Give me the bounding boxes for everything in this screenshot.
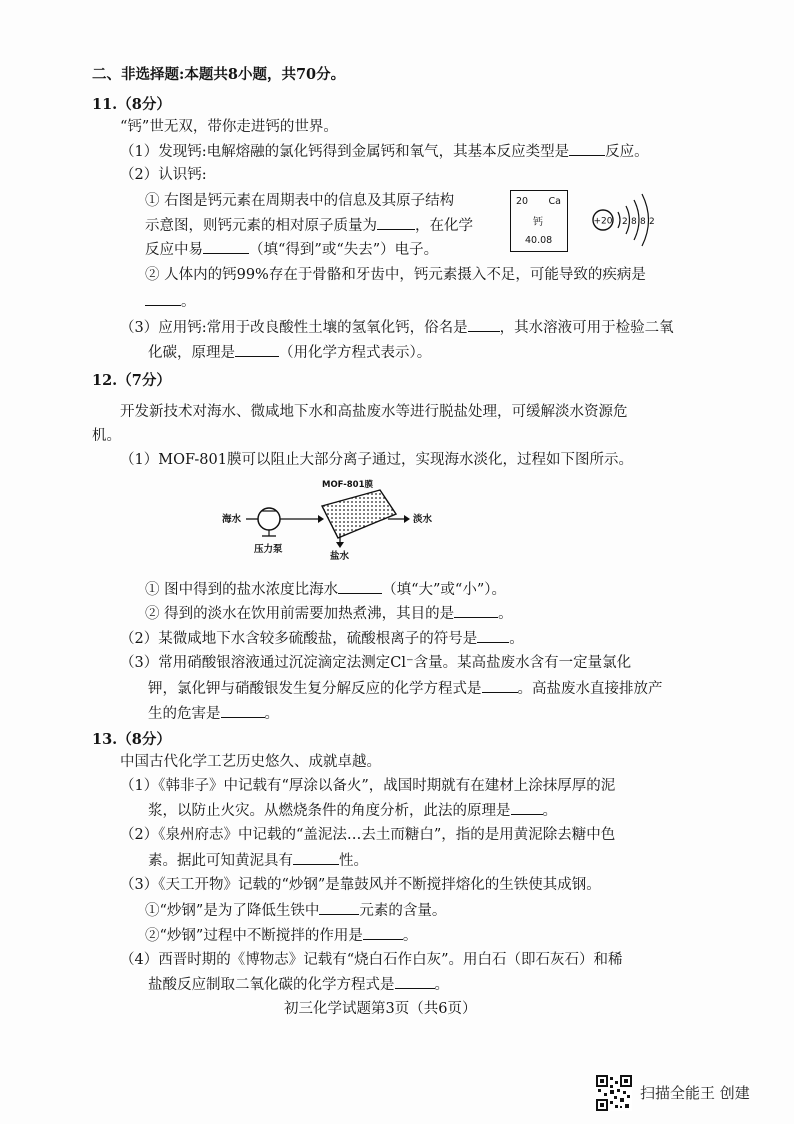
answer-blank[interactable] <box>221 704 265 718</box>
q11-intro: “钙”世无双，带你走进钙的世界。 <box>120 119 338 135</box>
q11-part2-1-line1: ① 右图是钙元素在周期表中的信息及其原子结构 <box>145 193 455 209</box>
q13-part1-line2: 浆，以防止火灾。从燃烧条件的角度分析，此法的原理是 。 <box>148 803 557 819</box>
page-footer: 初三化学试题第3页（共6页） <box>284 1001 477 1017</box>
q11-part2-2-line2: 。 <box>145 292 196 311</box>
q13-part3: （3）《天工开物》记载的“炒钢”是靠鼓风并不断搅拌熔化的生铁使其成钢。 <box>120 877 601 893</box>
answer-blank[interactable] <box>338 580 382 594</box>
shell-electrons-3: 8 <box>640 217 646 227</box>
atomic-number: 20 <box>516 196 529 207</box>
answer-blank[interactable] <box>468 318 500 332</box>
q11-part2-2-line1: ② 人体内的钙99%存在于骨骼和牙齿中，钙元素摄入不足，可能导致的疾病是 <box>145 267 646 283</box>
q12-part1-1: ① 图中得到的盐水浓度比海水 （填“大”或“小”）。 <box>145 582 507 598</box>
answer-blank[interactable] <box>293 851 339 865</box>
brine-label: 盐水 <box>330 551 350 560</box>
q11-part3-line1: （3）应用钙:常用于改良酸性土壤的氢氧化钙，俗名是 ，其水溶液可用于检验二氧 <box>120 320 674 336</box>
answer-blank[interactable] <box>377 216 415 230</box>
q13-header: 13.（8分） <box>92 731 171 748</box>
answer-blank[interactable] <box>454 604 498 618</box>
q12-part2: （2）某微咸地下水含较多硫酸盐，硫酸根离子的符号是 。 <box>120 631 524 647</box>
shell-electrons-4: 2 <box>649 217 655 227</box>
desalination-diagram <box>218 476 448 560</box>
q13-intro: 中国古代化学工艺历史悠久、成就卓越。 <box>120 754 381 770</box>
q13-part3-2: ②“炒钢”过程中不断搅拌的作用是 。 <box>145 928 418 944</box>
freshwater-label: 淡水 <box>413 514 433 525</box>
answer-blank[interactable] <box>477 629 509 643</box>
element-symbol: Ca <box>548 196 561 207</box>
nucleus-charge: +20 <box>593 216 613 227</box>
atomic-mass: 40.08 <box>525 235 553 246</box>
q11-part2-1-line2: 示意图，则钙元素的相对原子质量为 ，在化学 <box>145 218 473 234</box>
q12-part3-line1: （3）常用硝酸银溶液通过沉淀滴定法测定Cl⁻含量。某高盐废水含有一定量氯化 <box>120 655 632 671</box>
q12-part1: （1）MOF-801膜可以阻止大部分离子通过，实现海水淡化，过程如下图所示。 <box>120 452 633 468</box>
q13-part2-line2: 素。据此可知黄泥具有 性。 <box>148 853 368 869</box>
q11-part2: （2）认识钙: <box>120 167 207 183</box>
answer-blank[interactable] <box>235 343 279 357</box>
answer-blank[interactable] <box>145 292 181 306</box>
q12-part1-2: ② 得到的淡水在饮用前需要加热煮沸，其目的是 。 <box>145 606 513 622</box>
seawater-label: 海水 <box>222 514 242 525</box>
q13-part2-line1: （2）《泉州府志》中记载的“盖泥法…去土而糖白”，指的是用黄泥除去糖中色 <box>120 827 616 843</box>
q12-part3-line3: 生的危害是 。 <box>148 706 279 722</box>
answer-blank[interactable] <box>482 679 518 693</box>
q12-part3-line2: 钾，氯化钾与硝酸银发生复分解反应的化学方程式是 。高盐废水直接排放产 <box>148 681 663 697</box>
answer-blank[interactable] <box>395 975 435 989</box>
pump-label: 压力泵 <box>254 544 283 555</box>
answer-blank[interactable] <box>319 901 359 915</box>
q12-intro-line2: 机。 <box>92 428 121 444</box>
q13-part4-line2: 盐酸反应制取二氧化碳的化学方程式是 。 <box>148 977 449 993</box>
qr-code-icon <box>596 1075 632 1111</box>
q13-part3-1: ①“炒钢”是为了降低生铁中 元素的含量。 <box>145 903 447 919</box>
scanner-watermark: 扫描全能王 创建 <box>640 1084 750 1102</box>
q11-header: 11.（8分） <box>92 96 171 113</box>
mof-membrane <box>322 490 396 538</box>
atom-structure-diagram <box>588 180 668 260</box>
shell-electrons-1: 2 <box>622 217 628 227</box>
section-title: 二、非选择题:本题共8小题，共70分。 <box>92 66 346 83</box>
q12-intro-line1: 开发新技术对海水、微咸地下水和高盐废水等进行脱盐处理，可缓解淡水资源危 <box>120 404 628 420</box>
answer-blank[interactable] <box>569 142 605 156</box>
shell-electrons-2: 8 <box>631 217 637 227</box>
q13-part1-line1: （1）《韩非子》中记载有“厚涂以备火”，战国时期就有在建材上涂抹厚厚的泥 <box>120 778 616 794</box>
q11-part2-1-line3: 反应中易 （填“得到”或“失去”）电子。 <box>145 242 439 258</box>
answer-blank[interactable] <box>511 801 543 815</box>
answer-blank[interactable] <box>203 240 249 254</box>
q11-part3-line2: 化碳，原理是 （用化学方程式表示）。 <box>148 345 432 361</box>
membrane-label: MOF-801膜 <box>322 480 374 490</box>
q13-part4-line1: （4）西晋时期的《博物志》记载有“烧白石作白灰”。用白石（即石灰石）和稀 <box>120 952 623 968</box>
q12-header: 12.（7分） <box>92 372 171 389</box>
q11-part1: （1）发现钙:电解熔融的氯化钙得到金属钙和氧气，其基本反应类型是 反应。 <box>120 144 649 160</box>
element-name: 钙 <box>533 217 543 228</box>
periodic-table-cell <box>510 190 568 252</box>
answer-blank[interactable] <box>363 926 403 940</box>
